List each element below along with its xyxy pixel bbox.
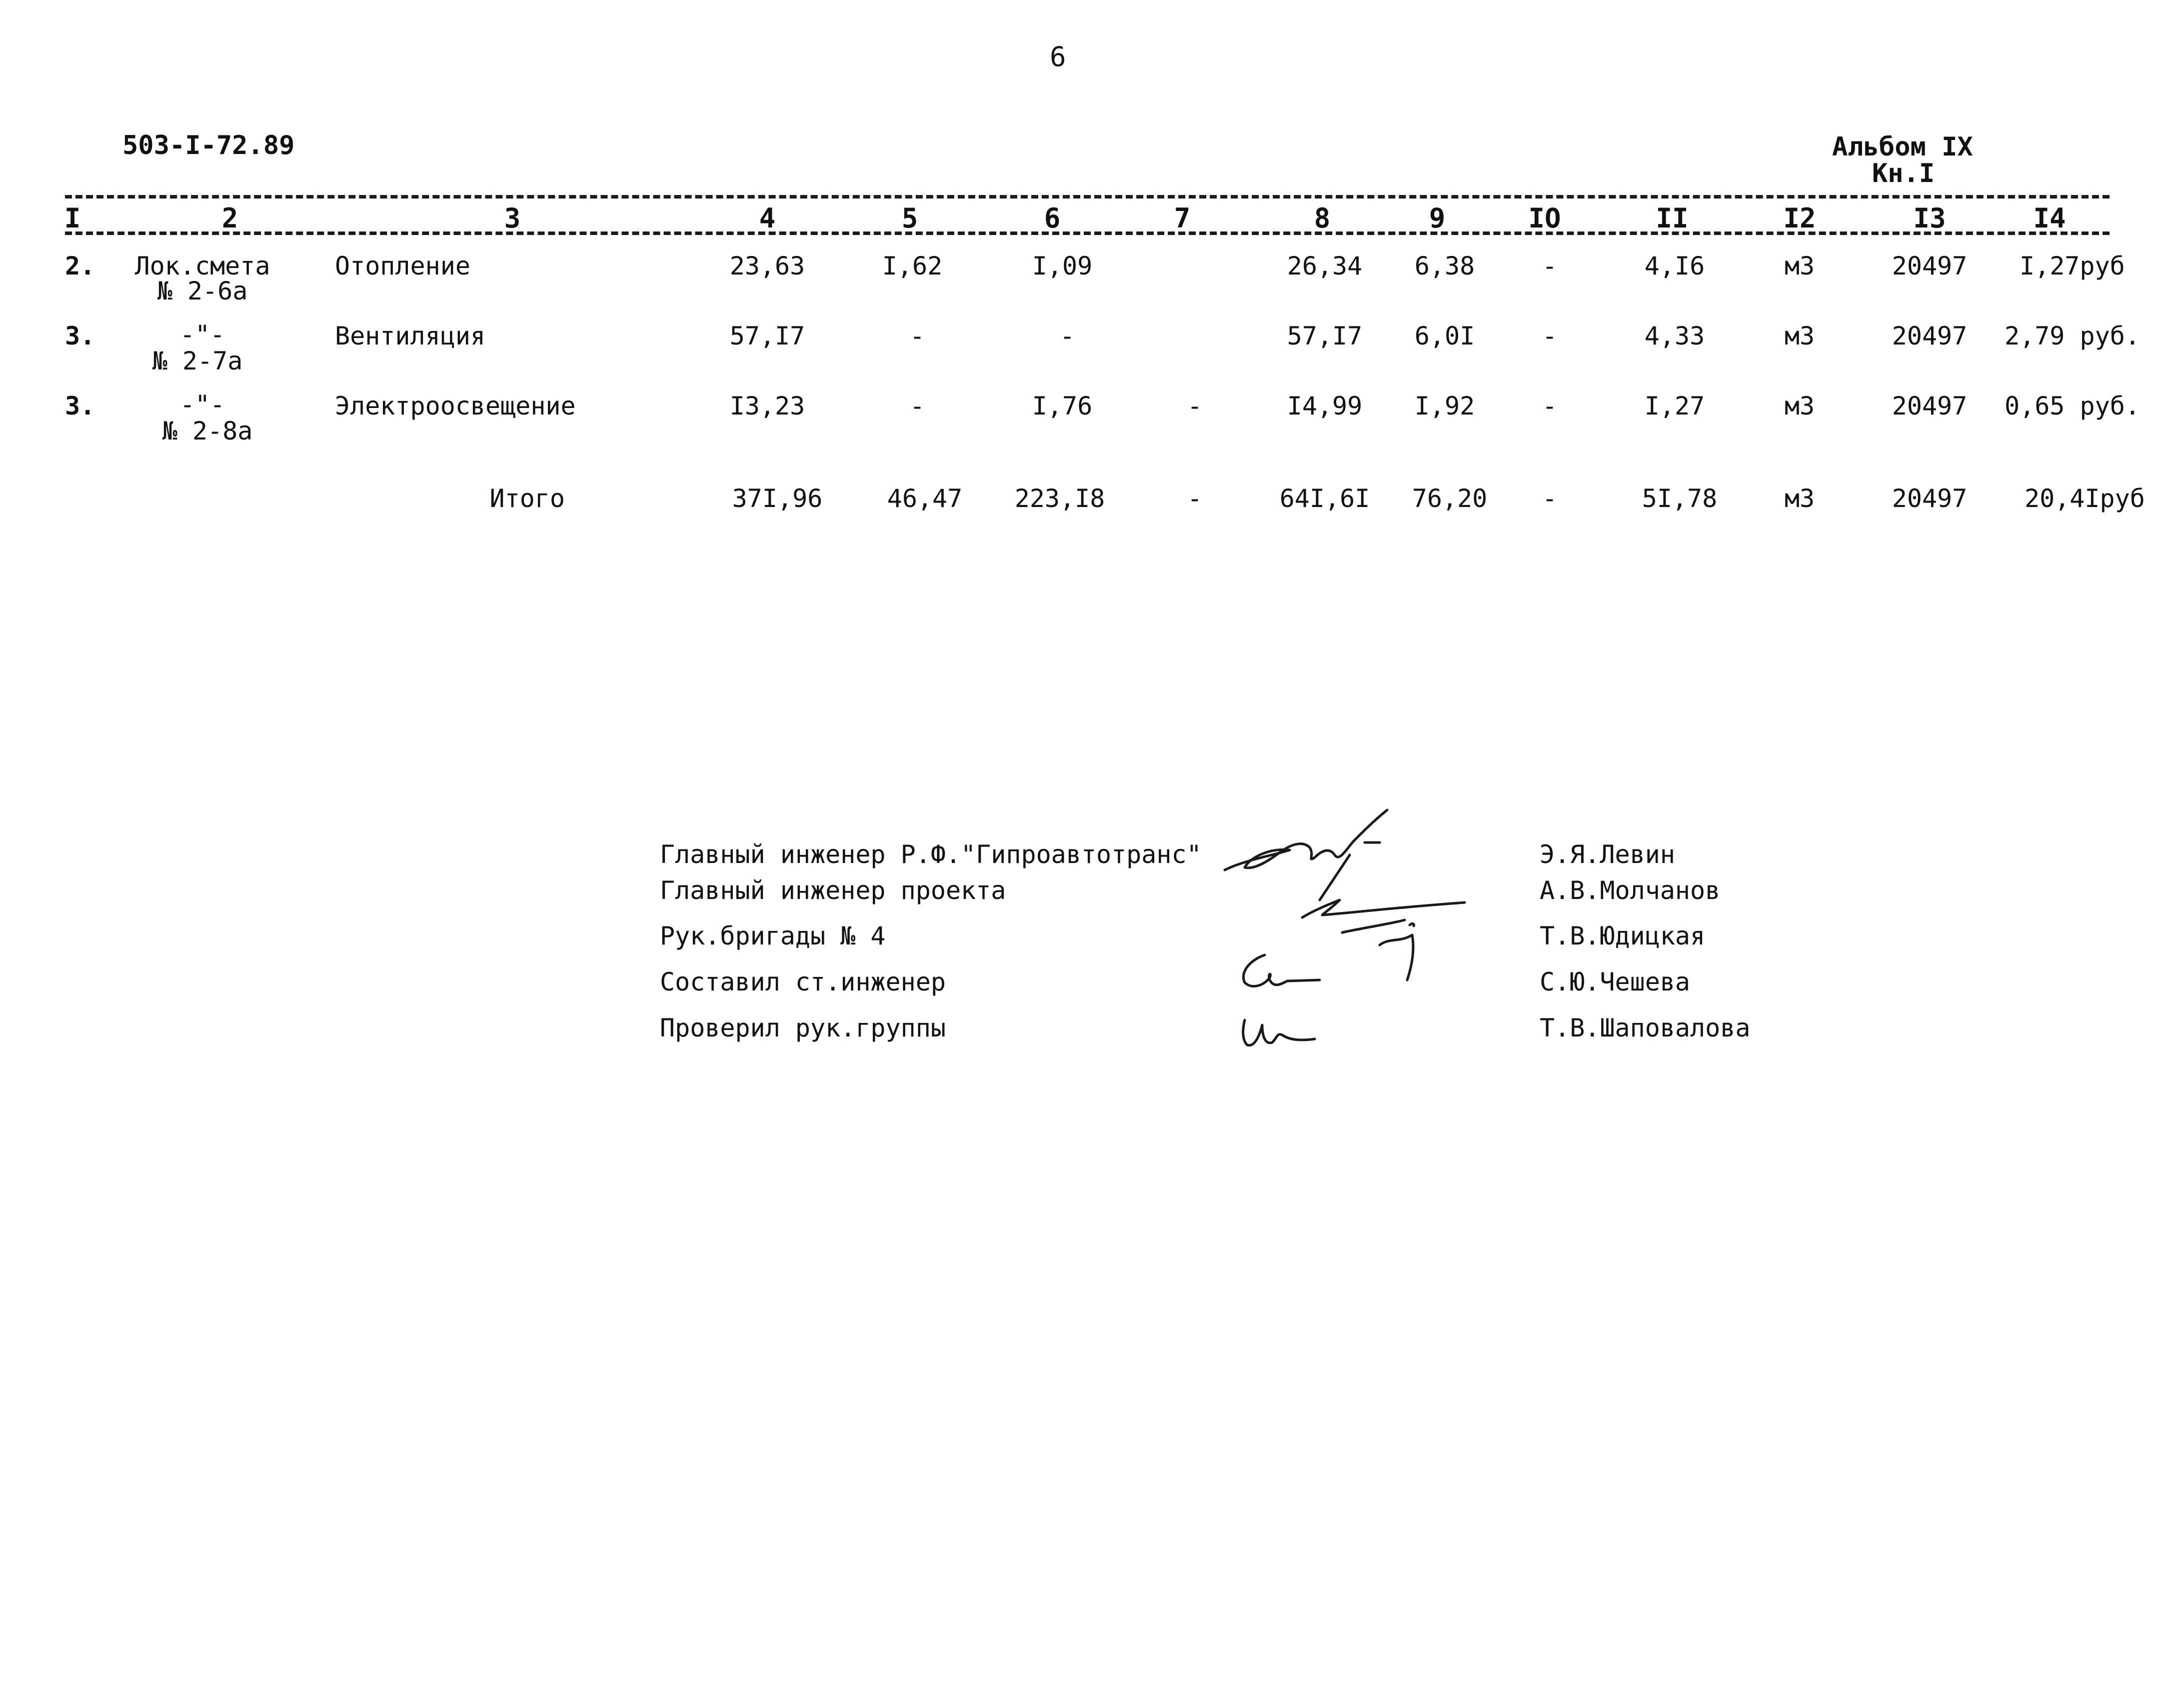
cell-col11: I,27: [1644, 392, 1705, 420]
col-header-8: 8: [1314, 202, 1331, 234]
row-number: 3.: [65, 392, 95, 420]
signer-name: Э.Я.Левин: [1540, 840, 1675, 869]
total-col8: 64I,6I: [1279, 484, 1370, 513]
estimate-number: № 2-8а: [162, 416, 253, 446]
cell-col11: 4,33: [1644, 322, 1705, 350]
total-col12: м3: [1784, 484, 1815, 513]
estimate-ref: Лок.смета: [134, 252, 270, 280]
row-number: 2.: [65, 252, 95, 280]
total-col13: 20497: [1892, 484, 1968, 513]
handwritten-signatures: [1215, 800, 1485, 1060]
signature-role: Проверил рук.группы: [660, 1014, 946, 1042]
cell-col8: 57,I7: [1287, 322, 1363, 350]
total-label: Итого: [489, 484, 565, 513]
cell-col12: м3: [1784, 392, 1815, 420]
cell-col14: 0,65 руб.: [2005, 392, 2140, 420]
total-col9: 76,20: [1412, 484, 1488, 513]
col-header-1: I: [64, 202, 81, 234]
signer-name: Т.В.Шаповалова: [1540, 1014, 1751, 1042]
cell-col8: 26,34: [1287, 252, 1363, 280]
signature-role: Рук.бригады № 4: [660, 922, 886, 950]
signature-role: Главный инженер Р.Ф."Гипроавтотранс": [660, 840, 1202, 869]
cell-col6: I,09: [1032, 252, 1093, 280]
total-col14: 20,4Iруб: [2025, 484, 2145, 513]
cell-col5: -: [909, 322, 925, 350]
header-rule-top: [65, 195, 2110, 198]
cell-col8: I4,99: [1287, 392, 1363, 420]
cell-col12: м3: [1784, 322, 1815, 350]
cell-col5: -: [909, 392, 925, 420]
total-col7: -: [1187, 484, 1203, 513]
total-col10: -: [1542, 484, 1558, 513]
page-number: 6: [1050, 41, 1066, 72]
cell-col13: 20497: [1892, 322, 1968, 350]
cell-col9: 6,0I: [1414, 322, 1475, 350]
col-header-11: II: [1656, 202, 1689, 234]
col-header-9: 9: [1429, 202, 1446, 234]
cell-col6: I,76: [1032, 392, 1093, 420]
col-header-3: 3: [504, 202, 521, 234]
col-header-7: 7: [1174, 202, 1191, 234]
total-col4: 37I,96: [732, 484, 823, 513]
estimate-ref: -"-: [179, 390, 225, 419]
item-name: Вентиляция: [335, 322, 486, 350]
signature-role: Главный инженер проекта: [660, 876, 1006, 905]
cell-col6: -: [1059, 322, 1075, 350]
estimate-number: № 2-6а: [157, 276, 248, 306]
row-number: 3.: [65, 322, 95, 350]
cell-col10: -: [1542, 392, 1558, 420]
col-header-13: I3: [1913, 202, 1946, 234]
cell-col14: I,27руб: [2020, 252, 2125, 280]
cell-col4: I3,23: [729, 392, 805, 420]
cell-col9: 6,38: [1414, 252, 1475, 280]
album-label: Альбом IX: [1832, 132, 1973, 162]
cell-col11: 4,I6: [1644, 252, 1705, 280]
cell-col13: 20497: [1892, 252, 1968, 280]
cell-col10: -: [1542, 252, 1558, 280]
cell-col7: -: [1187, 392, 1203, 420]
col-header-10: IO: [1528, 202, 1561, 234]
col-header-14: I4: [2033, 202, 2066, 234]
cell-col12: м3: [1784, 252, 1815, 280]
cell-col10: -: [1542, 322, 1558, 350]
signer-name: А.В.Молчанов: [1540, 876, 1721, 905]
cell-col9: I,92: [1414, 392, 1475, 420]
cell-col4: 57,I7: [729, 322, 805, 350]
cell-col14: 2,79 руб.: [2005, 322, 2140, 350]
book-label: Кн.I: [1872, 158, 1935, 188]
col-header-2: 2: [221, 202, 238, 234]
signer-name: Т.В.Юдицкая: [1540, 922, 1706, 950]
col-header-6: 6: [1044, 202, 1061, 234]
cell-col4: 23,63: [729, 252, 805, 280]
col-header-5: 5: [901, 202, 918, 234]
item-name: Электроосвещение: [335, 392, 576, 420]
total-col11: 5I,78: [1642, 484, 1718, 513]
signer-name: С.Ю.Чешева: [1540, 968, 1691, 996]
signature-role: Составил ст.инженер: [660, 968, 946, 996]
cell-col5: I,62: [882, 252, 943, 280]
total-col6: 223,I8: [1014, 484, 1105, 513]
estimate-number: № 2-7а: [152, 346, 243, 376]
estimate-ref: -"-: [179, 320, 225, 349]
total-col5: 46,47: [887, 484, 963, 513]
col-header-12: I2: [1783, 202, 1816, 234]
col-header-4: 4: [759, 202, 776, 234]
item-name: Отопление: [335, 252, 470, 280]
doc-code: 503-I-72.89: [122, 130, 295, 160]
cell-col13: 20497: [1892, 392, 1968, 420]
